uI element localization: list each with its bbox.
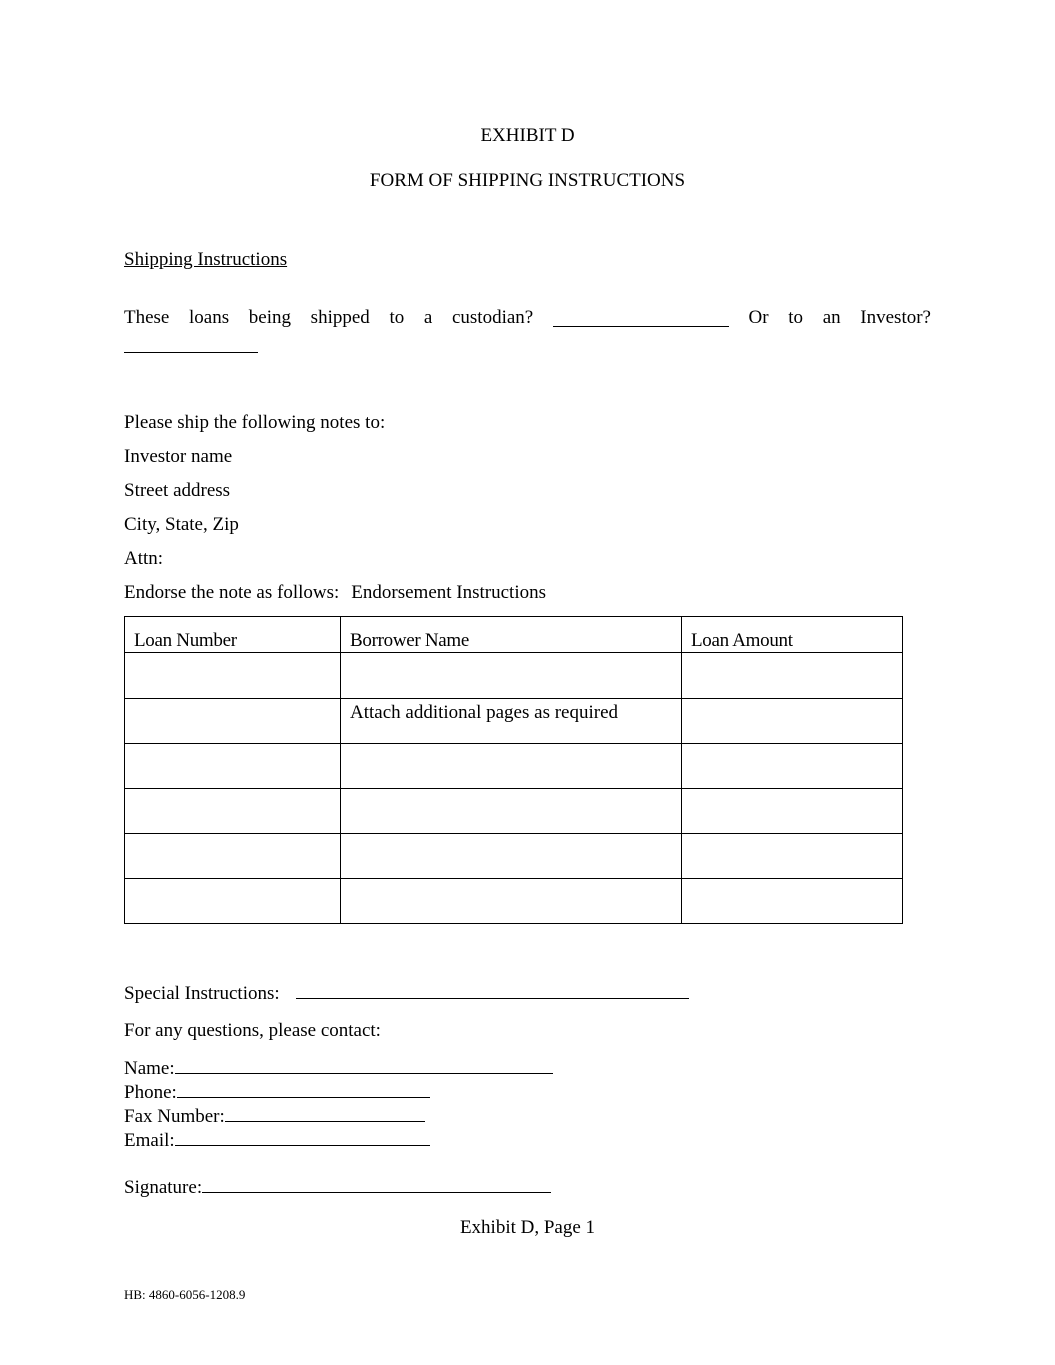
loan-number-cell[interactable]	[125, 879, 341, 924]
city-state-zip-label: City, State, Zip	[124, 514, 239, 535]
contact-name-line	[124, 1054, 553, 1080]
contact-phone-blank[interactable]	[177, 1078, 430, 1098]
street-address-label: Street address	[124, 480, 231, 501]
special-instructions-blank[interactable]	[296, 979, 689, 999]
contact-fax-line	[124, 1102, 425, 1128]
loan-number-cell[interactable]	[125, 789, 341, 834]
question-word: being	[248, 307, 292, 328]
table-header-row	[125, 617, 903, 653]
investor-answer-line	[124, 333, 258, 359]
special-instructions-line	[124, 979, 689, 1005]
question-word: Or	[748, 307, 769, 328]
attn-label: Attn:	[124, 548, 164, 569]
question-word: These	[124, 307, 170, 328]
question-word: an	[822, 307, 841, 328]
table-row	[125, 699, 903, 744]
column-header-borrower-name: Borrower Name	[341, 617, 682, 653]
table-row	[125, 834, 903, 879]
loan-number-cell[interactable]	[125, 834, 341, 879]
custodian-question	[124, 307, 931, 331]
question-word: a	[423, 307, 433, 328]
endorse-value: Endorsement Instructions	[351, 582, 547, 603]
table-row	[125, 653, 903, 699]
contact-email-blank[interactable]	[175, 1126, 430, 1146]
question-word: shipped	[310, 307, 370, 328]
loan-amount-cell[interactable]	[682, 879, 903, 924]
contact-fax-blank[interactable]	[225, 1102, 425, 1122]
contact-fax-label: Fax Number:	[124, 1106, 225, 1127]
question-word: to	[788, 307, 804, 328]
exhibit-heading: EXHIBIT D	[480, 125, 575, 146]
column-header-loan-amount: Loan Amount	[682, 617, 903, 653]
loan-amount-cell[interactable]	[682, 744, 903, 789]
question-word: Investor?	[860, 307, 931, 328]
loan-number-cell[interactable]	[125, 699, 341, 744]
contact-phone-label: Phone:	[124, 1082, 177, 1103]
section-heading: Shipping Instructions	[124, 249, 288, 270]
contact-name-label: Name:	[124, 1058, 175, 1079]
endorse-line	[124, 582, 546, 604]
attach-pages-note: Attach additional pages as required	[350, 702, 619, 723]
document-id: HB: 4860-6056-1208.9	[124, 1287, 246, 1302]
loan-table	[124, 616, 903, 924]
borrower-name-cell[interactable]	[341, 744, 682, 789]
signature-label: Signature:	[124, 1177, 203, 1198]
signature-line	[124, 1173, 551, 1199]
column-header-loan-number: Loan Number	[125, 617, 341, 653]
loan-amount-cell[interactable]	[682, 653, 903, 699]
borrower-name-cell[interactable]	[341, 879, 682, 924]
table-row	[125, 879, 903, 924]
special-instructions-label: Special Instructions:	[124, 983, 280, 1004]
contact-email-label: Email:	[124, 1130, 175, 1151]
investor-name-label: Investor name	[124, 446, 233, 467]
loan-amount-cell[interactable]	[682, 834, 903, 879]
contact-intro: For any questions, please contact:	[124, 1020, 381, 1041]
ship-intro: Please ship the following notes to:	[124, 412, 386, 433]
borrower-name-cell[interactable]	[341, 653, 682, 699]
loan-number-cell[interactable]	[125, 744, 341, 789]
contact-email-line	[124, 1126, 430, 1152]
signature-blank[interactable]	[202, 1173, 551, 1193]
loan-amount-cell[interactable]	[682, 789, 903, 834]
custodian-answer-blank[interactable]	[553, 307, 729, 327]
question-word: loans	[189, 307, 230, 328]
loan-number-cell[interactable]	[125, 653, 341, 699]
form-title: FORM OF SHIPPING INSTRUCTIONS	[369, 170, 686, 191]
contact-phone-line	[124, 1078, 430, 1104]
contact-name-blank[interactable]	[175, 1054, 553, 1074]
loan-amount-cell[interactable]	[682, 699, 903, 744]
table-row	[125, 789, 903, 834]
borrower-name-cell[interactable]	[341, 789, 682, 834]
investor-answer-blank[interactable]	[124, 333, 258, 353]
table-row	[125, 744, 903, 789]
page-footer: Exhibit D, Page 1	[459, 1217, 596, 1238]
question-word: custodian?	[451, 307, 534, 328]
endorse-label: Endorse the note as follows:	[124, 582, 340, 603]
borrower-name-cell[interactable]	[341, 699, 682, 744]
question-word: to	[389, 307, 405, 328]
borrower-name-cell[interactable]	[341, 834, 682, 879]
